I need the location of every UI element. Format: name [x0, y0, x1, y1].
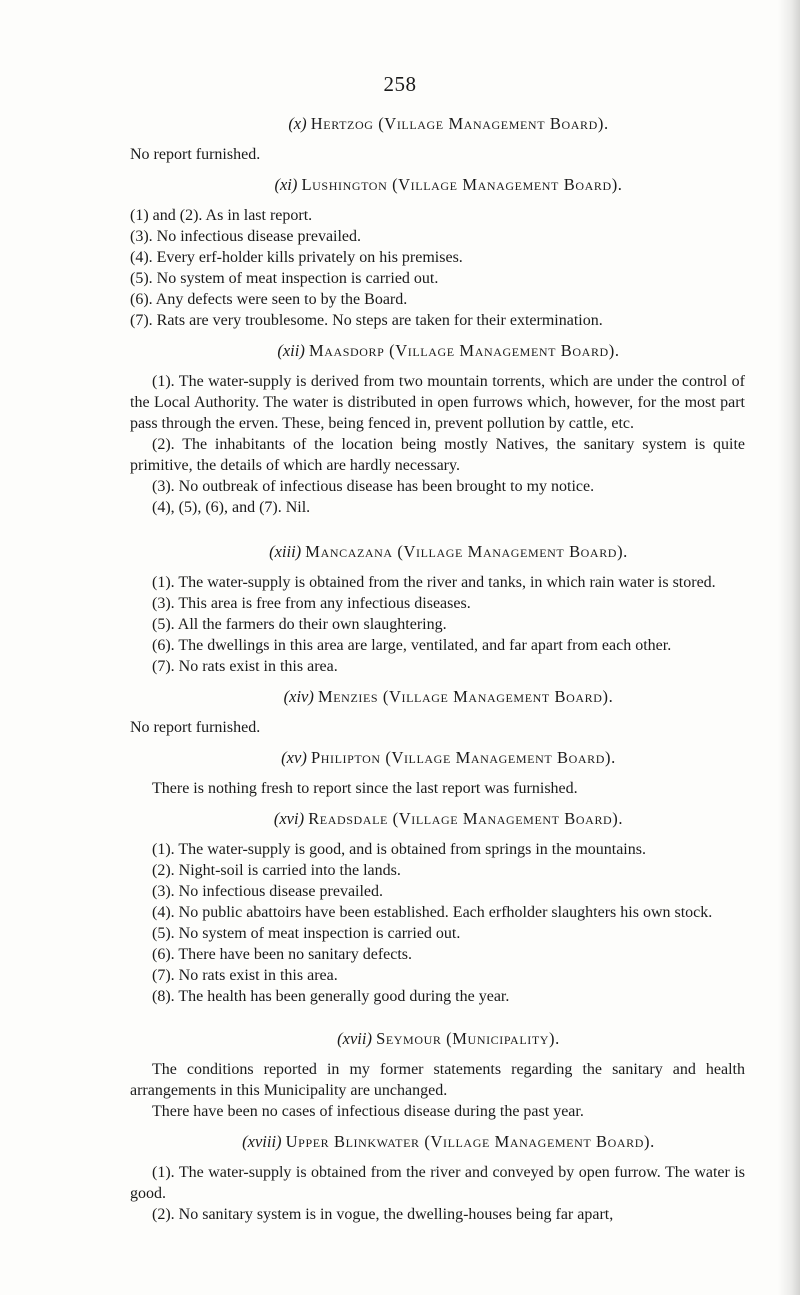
paragraph: (7). No rats exist in this area. — [152, 967, 338, 984]
section-mancazana — [130, 540, 745, 677]
section-number: (xvii) — [337, 1029, 372, 1048]
paragraph: (2). The inhabitants of the location being mostly Natives, the sanitary system is quite primitive, the details of which are hardly necessary. — [130, 436, 745, 474]
section-number: (xviii) — [242, 1132, 282, 1151]
list-item: (6). Any defects were seen to by the Board. — [130, 291, 408, 308]
paragraph: (6). The dwellings in this area are large, ventilated, and far apart from each other. — [152, 637, 672, 654]
paragraph: (6). There have been no sanitary defects. — [152, 946, 413, 963]
section-heading — [130, 746, 745, 770]
paragraph: There have been no cases of infectious disease during the past year. — [152, 1103, 584, 1120]
section-number: (x) — [288, 114, 307, 133]
paragraph: (1). The water-supply is good, and is obtained from springs in the mountains. — [152, 841, 646, 858]
section-heading — [130, 807, 745, 831]
spacer — [130, 518, 745, 532]
section-menzies — [130, 685, 745, 738]
section-title: Upper Blinkwater (Village Management Board). — [285, 1132, 655, 1151]
section-heading — [130, 112, 745, 136]
list-item: (7). Rats are very troublesome. No steps are taken for their extermination. — [130, 312, 603, 329]
section-title: Lushington (Village Management Board). — [301, 175, 623, 194]
section-title: Hertzog (Village Management Board). — [310, 114, 609, 133]
page-content — [130, 104, 745, 1225]
section-title: Menzies (Village Management Board). — [317, 687, 614, 706]
section-readsdale — [130, 807, 745, 1007]
section-title: Seymour (Municipality). — [376, 1029, 560, 1048]
list-item: (4). Every erf-holder kills privately on his premises. — [130, 249, 463, 266]
paragraph: (1). The water-supply is derived from two mountain torrents, which are under the control of the Local Authority. The water is distributed in open furrows which, however, for the most part pass through the erven. These, being fenced in, prevent pollution by cattle, etc. — [130, 373, 745, 432]
section-seymour — [130, 1027, 745, 1122]
section-heading — [130, 1130, 745, 1154]
paragraph: (3). No infectious disease prevailed. — [152, 883, 384, 900]
paragraph: (2). Night-soil is carried into the lands. — [152, 862, 401, 879]
paragraph: (1). The water-supply is obtained from the river and tanks, in which rain water is stored. — [152, 574, 716, 591]
section-number: (xi) — [274, 175, 298, 194]
section-title: Maasdorp (Village Management Board). — [308, 341, 620, 360]
section-heading — [130, 685, 745, 709]
paragraph: (7). No rats exist in this area. — [152, 658, 338, 675]
paragraph: (5). No system of meat inspection is carried out. — [152, 925, 461, 942]
section-number: (xiv) — [283, 687, 314, 706]
section-text: No report furnished. — [130, 146, 261, 163]
spacer — [130, 1007, 745, 1019]
section-number: (xiii) — [269, 542, 302, 561]
page-number: 258 — [383, 72, 417, 96]
list-item: (1) and (2). As in last report. — [130, 207, 313, 224]
section-title: Readsdale (Village Management Board). — [308, 809, 624, 828]
section-philipton — [130, 746, 745, 799]
section-text: There is nothing fresh to report since the last report was furnished. — [152, 780, 578, 797]
paragraph: (4), (5), (6), and (7). Nil. — [152, 499, 311, 516]
page-edge-shadow — [778, 0, 800, 1295]
paragraph: (2). No sanitary system is in vogue, the dwelling-houses being far apart, — [152, 1206, 614, 1223]
list-item: (5). No system of meat inspection is carried out. — [130, 270, 439, 287]
paragraph: (8). The health has been generally good during the year. — [152, 988, 510, 1005]
paragraph: The conditions reported in my former statements regarding the sanitary and health arrangements in this Municipality are unchanged. — [130, 1061, 745, 1099]
section-number: (xvi) — [273, 809, 305, 828]
paragraph: (3). No outbreak of infectious disease has been brought to my notice. — [152, 478, 595, 495]
section-title: Philipton (Village Management Board). — [310, 748, 616, 767]
paragraph: (4). No public abattoirs have been established. Each erfholder slaughters his own stock. — [152, 904, 713, 921]
section-maasdorp — [130, 339, 745, 518]
section-upper-blinkwater — [130, 1130, 745, 1225]
paragraph: (5). All the farmers do their own slaughtering. — [152, 616, 447, 633]
section-title: Mancazana (Village Management Board). — [305, 542, 628, 561]
section-number: (xv) — [281, 748, 307, 767]
list-item: (3). No infectious disease prevailed. — [130, 228, 362, 245]
section-number: (xii) — [277, 341, 305, 360]
section-text: No report furnished. — [130, 719, 261, 736]
section-heading — [130, 1027, 745, 1051]
paragraph: (1). The water-supply is obtained from the river and conveyed by open furrow. The water is good. — [130, 1164, 745, 1202]
section-lushington — [130, 173, 745, 331]
paragraph: (3). This area is free from any infectious diseases. — [152, 595, 471, 612]
section-heading — [130, 540, 745, 564]
section-heading — [130, 173, 745, 197]
section-hertzog — [130, 112, 745, 165]
section-heading — [130, 339, 745, 363]
